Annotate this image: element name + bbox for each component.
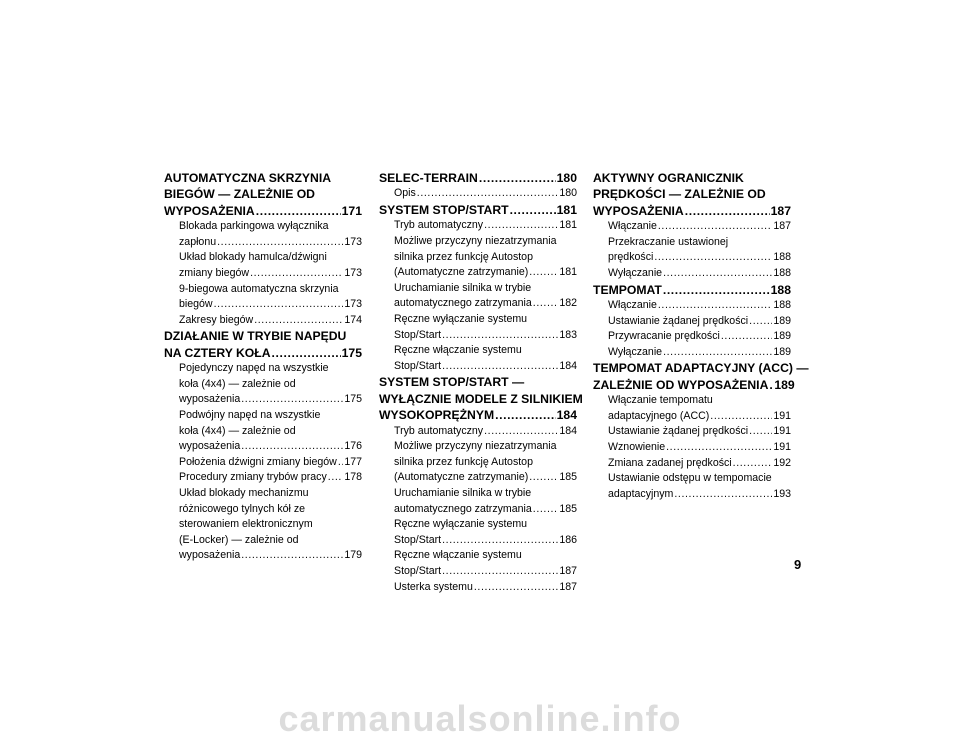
toc-entry-title: Ustawianie żądanej prędkości [608, 314, 749, 327]
toc-page-number: 185 [559, 471, 577, 484]
toc-entry-row [608, 424, 791, 440]
dot-leader [721, 329, 772, 345]
toc-entry-line: TEMPOMAT ADAPTACYJNY (ACC) — [593, 361, 809, 376]
toc-entry-title: Ustawianie żądanej prędkości [608, 425, 749, 438]
dot-leader [250, 266, 343, 282]
dot-leader [749, 424, 772, 440]
toc-entry-title: SYSTEM STOP/START [379, 203, 509, 217]
toc-page-number: 184 [556, 408, 577, 423]
dot-leader [417, 186, 559, 202]
toc-entry-line: koła (4x4) — zależnie od [179, 377, 296, 390]
toc-page-number: 188 [773, 299, 791, 311]
toc-entry [379, 281, 577, 312]
toc-entry-title: adaptacyjnego (ACC) [608, 409, 710, 422]
toc-entry-title: TEMPOMAT [593, 282, 662, 297]
toc-entry-row [608, 314, 791, 330]
toc-entry-line: Ustawianie odstępu w tempomacie [608, 472, 772, 485]
toc-entry-row [179, 266, 362, 282]
toc-entry [379, 486, 577, 517]
toc-entry-title: Tryb automatyczny [394, 424, 484, 437]
dot-leader [484, 424, 558, 440]
toc-entry-title: Zmiana zadanej prędkości [608, 456, 732, 469]
toc-entry [593, 393, 791, 424]
toc-page-number: 185 [559, 502, 577, 515]
toc-page-number: 188 [773, 267, 791, 279]
toc-entry [164, 250, 362, 281]
toc-entry-row [179, 313, 362, 329]
toc-page-number: 183 [559, 328, 577, 341]
toc-page-number: 173 [344, 235, 362, 248]
toc-entry-row [608, 219, 791, 235]
toc-entry [379, 580, 577, 596]
dot-leader [217, 235, 343, 251]
dot-leader [674, 487, 772, 503]
toc-entry [379, 548, 577, 579]
toc-entry [164, 361, 362, 408]
toc-page-number: 189 [773, 314, 791, 327]
toc-entry [593, 266, 791, 282]
toc-entry [379, 343, 577, 374]
toc-entry-line: Uruchamianie silnika w trybie [394, 486, 532, 499]
toc-entry-line: PRĘDKOŚCI — ZALEŻNIE OD [593, 187, 766, 202]
toc-entry-row [164, 203, 362, 219]
toc-entry-row [593, 203, 791, 219]
toc-entry-title: (Automatyczne zatrzymanie) [394, 471, 529, 484]
dot-leader [254, 313, 343, 329]
toc-page-number: 187 [773, 220, 791, 233]
toc-page-number: 189 [773, 330, 791, 343]
toc-entry [593, 440, 791, 456]
toc-heading [593, 170, 791, 219]
dot-leader [529, 265, 558, 281]
toc-entry-line: różnicowego tylnych kół ze [179, 502, 306, 515]
toc-page-number: 184 [559, 424, 577, 437]
toc-entry [593, 424, 791, 440]
toc-entry-title: zapłonu [179, 235, 217, 248]
toc-entry-title: wyposażenia [179, 549, 241, 562]
toc-entry-line: Ręczne włączanie systemu [394, 549, 522, 562]
dot-leader [710, 409, 772, 425]
toc-entry-line: (E-Locker) — zależnie od [179, 533, 299, 546]
toc-entry [593, 219, 791, 235]
toc-entry-line: koła (4x4) — zależnie od [179, 424, 296, 437]
toc-entry [164, 313, 362, 329]
toc-entry-title: NA CZTERY KOŁA [164, 345, 271, 360]
toc-entry-line: Ręczne wyłączanie systemu [394, 312, 528, 325]
dot-leader [442, 564, 558, 580]
toc-entry-row [394, 359, 577, 375]
toc-page-number: 187 [559, 580, 577, 593]
toc-entry-line: Ręczne włączanie systemu [394, 344, 522, 357]
toc-entry [164, 282, 362, 313]
toc-page-number: 181 [559, 219, 577, 232]
toc-entry-line: Włączanie tempomatu [608, 394, 713, 407]
toc-entry-row [394, 328, 577, 344]
toc-page-number: 189 [773, 345, 791, 358]
toc-heading [593, 282, 791, 298]
toc-page-number: 192 [773, 456, 791, 469]
toc-page-number: 193 [773, 487, 791, 500]
dot-leader [733, 456, 773, 472]
toc-entry-line: Podwójny napęd na wszystkie [179, 408, 321, 421]
toc-entry [593, 298, 791, 314]
toc-heading [593, 360, 809, 393]
toc-entry [164, 486, 362, 564]
toc-entry [379, 424, 577, 440]
toc-page-number: 180 [556, 171, 577, 185]
dot-leader [658, 298, 772, 314]
toc-entry-row [608, 329, 791, 345]
toc-page-number: 181 [559, 266, 577, 279]
dot-leader [749, 314, 772, 330]
toc-page-number: 178 [344, 471, 362, 484]
toc-page-number: 171 [341, 203, 362, 218]
dot-leader [241, 439, 343, 455]
toc-entry [593, 314, 791, 330]
toc-entry-row [608, 266, 791, 282]
toc-entry [379, 218, 577, 234]
toc-heading [379, 202, 577, 218]
toc-entry [379, 234, 577, 281]
toc-entry-row [179, 470, 362, 486]
toc-entry-line: Pojedynczy napęd na wszystkie [179, 362, 329, 375]
toc-page-number: 191 [773, 440, 791, 453]
toc-entry-title: WYPOSAŻENIA [593, 203, 684, 218]
toc-entry-title: Stop/Start [394, 564, 442, 577]
dot-leader [442, 359, 558, 375]
toc-entry-title: automatycznego zatrzymania [394, 297, 532, 310]
toc-entry-title: Procedury zmiany trybów pracy [179, 471, 327, 484]
toc-entry-row [179, 439, 362, 455]
toc-entry-title: Włączanie [608, 299, 657, 311]
toc-entry-title: wyposażenia [179, 393, 241, 406]
dot-leader [663, 282, 770, 298]
toc-entry-row [394, 424, 577, 440]
toc-entry [593, 456, 791, 472]
toc-page-number: 173 [344, 267, 362, 279]
dot-leader [442, 328, 558, 344]
toc-entry-title: Stop/Start [394, 533, 442, 546]
toc-entry-title: biegów [179, 298, 213, 311]
toc-column-1 [164, 170, 362, 564]
toc-entry-title: Stop/Start [394, 359, 442, 372]
toc-page-number: 191 [773, 425, 791, 438]
toc-page-number: 188 [773, 251, 791, 264]
dot-leader [241, 392, 343, 408]
dot-leader [769, 377, 773, 393]
toc-entry [379, 439, 577, 486]
toc-entry-row [379, 170, 577, 186]
dot-leader [529, 470, 558, 486]
toc-entry-line: Przekraczanie ustawionej [608, 235, 729, 248]
toc-heading [379, 374, 583, 423]
toc-entry-row [593, 377, 795, 393]
dot-leader [685, 203, 770, 219]
toc-entry-line: Blokada parkingowa wyłącznika [179, 220, 329, 233]
dot-leader [666, 440, 772, 456]
dot-leader [256, 203, 341, 219]
dot-leader [654, 250, 772, 266]
toc-entry-row [379, 202, 577, 218]
dot-leader [241, 548, 343, 564]
toc-entry-row [164, 345, 362, 361]
dot-leader [272, 345, 341, 361]
dot-leader [495, 407, 556, 423]
toc-heading [164, 170, 362, 219]
dot-leader [484, 218, 558, 234]
toc-column-3 [593, 170, 809, 502]
toc-entry-title: wyposażenia [179, 440, 241, 453]
toc-entry-line: 9-biegowa automatyczna skrzynia [179, 282, 339, 295]
toc-entry-line: AUTOMATYCZNA SKRZYNIA [164, 171, 332, 185]
toc-page-number: 189 [774, 377, 795, 392]
toc-entry-title: Wznowienie [608, 440, 666, 453]
toc-entry-title: Włączanie [608, 220, 657, 233]
toc-entry [164, 408, 362, 455]
toc-entry-row [179, 455, 362, 471]
toc-entry-line: silnika przez funkcję Autostop [394, 250, 533, 263]
toc-entry-title: zmiany biegów [179, 267, 250, 279]
toc-page-number: 191 [773, 409, 791, 422]
toc-entry-row [394, 265, 577, 281]
toc-entry-row [608, 487, 791, 503]
toc-entry-title: Opis [394, 187, 416, 200]
toc-entry-row [394, 533, 577, 549]
toc-entry-row [394, 218, 577, 234]
toc-entry-row [608, 250, 791, 266]
toc-entry-title: Usterka systemu [394, 580, 473, 593]
toc-page-number: 177 [344, 455, 362, 468]
toc-page-number: 176 [344, 440, 362, 453]
dot-leader [338, 455, 343, 471]
toc-entry-title: WYPOSAŻENIA [164, 203, 255, 218]
toc-entry-title: Położenia dźwigni zmiany biegów [179, 455, 337, 468]
toc-entry-line: WYŁĄCZNIE MODELE Z SILNIKIEM [379, 391, 583, 406]
dot-leader [663, 345, 772, 361]
page-number: 9 [794, 557, 802, 572]
toc-entry-row [394, 296, 577, 312]
toc-entry-title: prędkości [608, 251, 654, 264]
toc-entry-title: Wyłączanie [608, 267, 663, 279]
toc-entry-line: SYSTEM STOP/START — [379, 375, 525, 390]
toc-entry-title: Tryb automatyczny [394, 219, 484, 232]
dot-leader [663, 266, 772, 282]
toc-entry-row [179, 392, 362, 408]
toc-entry-title: (Automatyczne zatrzymanie) [394, 266, 529, 279]
toc-entry [593, 471, 791, 502]
toc-entry-title: Zakresy biegów [179, 313, 254, 326]
toc-entry-title: SELEC-TERRAIN [379, 171, 478, 185]
toc-entry-line: silnika przez funkcję Autostop [394, 455, 533, 468]
toc-entry-title: automatycznego zatrzymania [394, 502, 532, 515]
toc-entry-row [608, 298, 791, 314]
toc-entry [379, 517, 577, 548]
toc-entry-row [179, 235, 362, 251]
dot-leader [658, 219, 772, 235]
dot-leader [442, 533, 558, 549]
toc-entry-title: WYSOKOPRĘŻNYM [379, 408, 495, 423]
toc-entry-line: sterowaniem elektronicznym [179, 518, 313, 531]
toc-entry-row [394, 470, 577, 486]
dot-leader [533, 296, 559, 312]
dot-leader [533, 502, 559, 518]
toc-entry-row [179, 297, 362, 313]
toc-entry-row [608, 440, 791, 456]
toc-page-number: 175 [341, 345, 362, 360]
dot-leader [474, 580, 558, 596]
toc-page-number: 174 [344, 313, 362, 326]
toc-page-number: 179 [344, 549, 362, 562]
toc-entry-line: Możliwe przyczyny niezatrzymania [394, 440, 557, 453]
toc-entry-title: Stop/Start [394, 328, 442, 341]
toc-entry [379, 312, 577, 343]
toc-page-number: 187 [559, 564, 577, 577]
toc-entry-line: AKTYWNY OGRANICZNIK [593, 171, 744, 185]
toc-page-number: 186 [559, 533, 577, 546]
toc-entry-row [394, 564, 577, 580]
dot-leader [214, 297, 344, 313]
dot-leader [510, 202, 556, 218]
toc-entry-row [394, 502, 577, 518]
toc-entry-row [593, 282, 791, 298]
toc-entry-row [608, 456, 791, 472]
watermark: carmanualsonline.info [278, 698, 682, 739]
toc-entry-line: Ręczne wyłączanie systemu [394, 518, 528, 531]
toc-entry-row [394, 580, 577, 596]
toc-entry-line: Układ blokady mechanizmu [179, 486, 309, 499]
toc-heading [164, 328, 362, 361]
toc-entry [164, 219, 362, 250]
toc-entry [164, 470, 362, 486]
toc-entry [593, 235, 791, 266]
toc-page-number: 182 [559, 297, 577, 310]
toc-heading [379, 170, 577, 186]
toc-entry-row [379, 407, 577, 423]
toc-page-number: 188 [770, 282, 791, 297]
toc-entry [379, 186, 577, 202]
toc-entry-row [608, 409, 791, 425]
toc-entry-line: BIEGÓW — ZALEŻNIE OD [164, 187, 315, 202]
toc-entry-line: DZIAŁANIE W TRYBIE NAPĘDU [164, 329, 347, 344]
toc-entry [593, 329, 791, 345]
toc-entry-row [608, 345, 791, 361]
toc-page-number: 187 [770, 203, 791, 218]
toc-page-number: 173 [344, 298, 362, 311]
toc-entry-row [179, 548, 362, 564]
toc-entry-title: adaptacyjnym [608, 487, 674, 500]
toc-entry [164, 455, 362, 471]
toc-column-2 [379, 170, 583, 595]
toc-entry [593, 345, 791, 361]
toc-entry-line: Możliwe przyczyny niezatrzymania [394, 235, 557, 247]
dot-leader [328, 470, 344, 486]
toc-page-number: 181 [556, 203, 577, 217]
toc-entry-title: ZALEŻNIE OD WYPOSAŻENIA [593, 377, 769, 392]
toc-page-number: 184 [559, 359, 577, 372]
toc-entry-title: Przywracanie prędkości [608, 330, 720, 343]
toc-entry-line: Uruchamianie silnika w trybie [394, 281, 532, 294]
toc-page-number: 175 [344, 393, 362, 406]
toc-entry-title: Wyłączanie [608, 345, 663, 358]
dot-leader [479, 170, 556, 186]
toc-page-number: 180 [559, 187, 577, 200]
toc-entry-line: Układ blokady hamulca/dźwigni [179, 251, 327, 264]
toc-entry-row [394, 186, 577, 202]
